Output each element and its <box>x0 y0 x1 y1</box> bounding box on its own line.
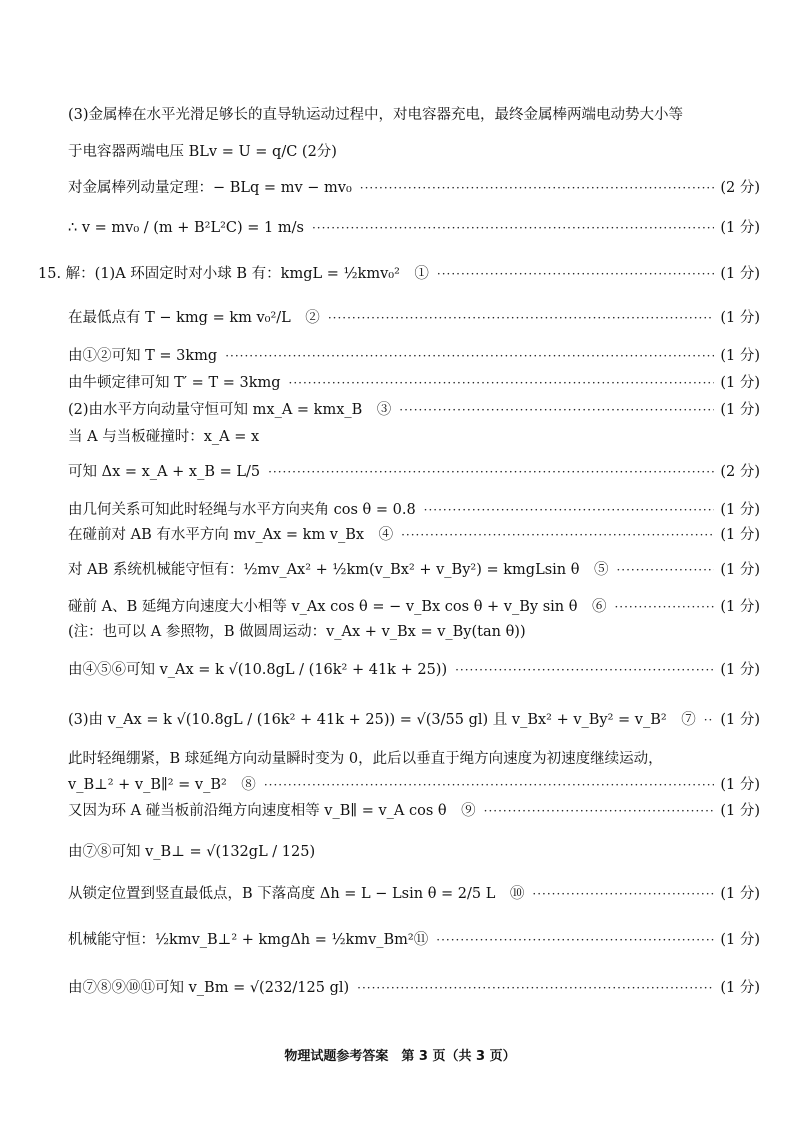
score-22: (1 分) <box>720 886 760 902</box>
leader-dots <box>357 978 714 998</box>
leader-dots <box>225 346 714 366</box>
answer-line-12 <box>68 525 760 545</box>
leader-dots <box>532 884 714 904</box>
score-3: (1 分) <box>720 220 760 236</box>
score-17: (1 分) <box>720 712 760 728</box>
answer-text-18: 此时轻绳绷紧，B 球延绳方向动量瞬时变为 0，此后以垂直于绳方向速度为初速度继续运动， <box>68 751 663 767</box>
answer-line-3 <box>68 218 760 238</box>
answer-line-5 <box>68 308 760 328</box>
leader-dots <box>614 597 714 617</box>
score-20: (1 分) <box>720 803 760 819</box>
answer-text-24: 由⑦⑧⑨⑩⑪可知 v_Bm = √(232/125 gl) <box>68 980 350 996</box>
answer-text-14: 碰前 A、B 延绳方向速度大小相等 v_Ax cos θ = − v_Bx cos θ + v_By sin θ ⑥ <box>68 599 607 615</box>
answer-text-9: 当 A 与当板碰撞时：x_A = x <box>68 429 260 445</box>
answer-text-11: 由几何关系可知此时轻绳与水平方向夹角 cos θ = 0.8 <box>68 502 416 518</box>
answer-line-7 <box>68 373 760 393</box>
score-24: (1 分) <box>720 980 760 996</box>
leader-dots <box>704 710 715 730</box>
answer-line-11 <box>68 500 760 520</box>
answer-line-14 <box>68 597 760 617</box>
leader-dots <box>312 218 714 238</box>
score-8: (1 分) <box>720 402 760 418</box>
score-7: (1 分) <box>720 375 760 391</box>
answer-line-19 <box>68 775 760 795</box>
answer-text-3: ∴ v = mv₀ / (m + B²L²C) = 1 m/s <box>68 220 304 236</box>
answer-line-10 <box>68 462 760 482</box>
leader-dots <box>436 930 714 950</box>
leader-dots <box>360 178 715 198</box>
answer-text-16: 由④⑤⑥可知 v_Ax = k √(10.8gL / (16k² + 41k + 25)) <box>68 662 448 678</box>
answer-line-22 <box>68 884 760 904</box>
answer-line-23 <box>68 930 760 950</box>
score-13: (1 分) <box>720 562 760 578</box>
score-23: (1 分) <box>720 932 760 948</box>
score-10: (2 分) <box>720 464 760 480</box>
answer-line-0 <box>68 105 764 125</box>
answer-text-19: v_B⊥² + v_B∥² = v_B² ⑧ <box>68 777 256 793</box>
answer-text-20: 又因为环 A 碰当板前沿绳方向速度相等 v_B∥ = v_A cos θ ⑨ <box>68 803 476 819</box>
answer-line-20 <box>68 801 760 821</box>
answer-text-2: 对金属棒列动量定理：− BLq = mv − mv₀ <box>68 180 352 196</box>
score-16: (1 分) <box>720 662 760 678</box>
answer-line-24 <box>68 978 760 998</box>
answer-text-15: (注：也可以 A 参照物，B 做圆周运动：v_Ax + v_Bx = v_By(tan θ)) <box>68 624 526 640</box>
leader-dots <box>455 660 714 680</box>
leader-dots <box>328 308 715 328</box>
score-5: (1 分) <box>720 310 760 326</box>
answer-line-21 <box>68 842 760 862</box>
leader-dots <box>399 400 714 420</box>
leader-dots <box>484 801 715 821</box>
score-12: (1 分) <box>720 527 760 543</box>
answer-text-13: 对 AB 系统机械能守恒有：½mv_Ax² + ½km(v_Bx² + v_By²) = kmgLsin θ ⑤ <box>68 562 609 578</box>
answer-text-17: (3)由 v_Ax = k √(10.8gL / (16k² + 41k + 25)) = √(3/55 gl) 且 v_Bx² + v_By² = v_B² ⑦ <box>68 712 696 728</box>
page-footer: 物理试题参考答案 第 3 页（共 3 页） <box>284 1049 516 1064</box>
score-14: (1 分) <box>720 599 760 615</box>
leader-dots <box>264 775 715 795</box>
answer-line-2 <box>68 178 760 198</box>
answer-line-17 <box>68 710 760 730</box>
leader-dots <box>616 560 714 580</box>
score-11: (1 分) <box>720 502 760 518</box>
score-4: (1 分) <box>720 266 760 282</box>
answer-text-0: (3)金属棒在水平光滑足够长的直导轨运动过程中，对电容器充电，最终金属棒两端电动势大小等 <box>68 107 684 123</box>
answer-text-21: 由⑦⑧可知 v_B⊥ = √(132gL / 125) <box>68 844 316 860</box>
answer-line-4 <box>38 264 760 284</box>
answer-text-23: 机械能守恒：½kmv_B⊥² + kmgΔh = ½kmv_Bm²⑪ <box>68 932 429 948</box>
answer-text-5: 在最低点有 T − kmg = km v₀²/L ② <box>68 310 320 326</box>
answer-line-18 <box>68 749 764 769</box>
leader-dots <box>401 525 714 545</box>
answer-text-10: 可知 Δx = x_A + x_B = L/5 <box>68 464 261 480</box>
answer-text-6: 由①②可知 T = 3kmg <box>68 348 218 364</box>
score-2: (2 分) <box>720 180 760 196</box>
answer-line-13 <box>68 560 760 580</box>
leader-dots <box>437 264 714 284</box>
answer-text-7: 由牛顿定律可知 T′ = T = 3kmg <box>68 375 281 391</box>
answer-line-16 <box>68 660 760 680</box>
score-19: (1 分) <box>720 777 760 793</box>
answer-text-8: (2)由水平方向动量守恒可知 mx_A = kmx_B ③ <box>68 402 392 418</box>
answer-line-1 <box>68 142 760 162</box>
answer-line-9 <box>68 427 760 447</box>
answer-text-12: 在碰前对 AB 有水平方向 mv_Ax = km v_Bx ④ <box>68 527 394 543</box>
leader-dots <box>289 373 715 393</box>
score-6: (1 分) <box>720 348 760 364</box>
answer-line-8 <box>68 400 760 420</box>
answer-text-4: 15. 解：(1)A 环固定时对小球 B 有：kmgL = ½kmv₀² ① <box>38 266 429 282</box>
leader-dots <box>424 500 715 520</box>
answer-line-6 <box>68 346 760 366</box>
answer-text-1: 于电容器两端电压 BLv = U = q/C (2分) <box>68 144 337 160</box>
answer-line-15 <box>68 622 760 642</box>
answer-text-22: 从锁定位置到竖直最低点，B 下落高度 Δh = L − Lsin θ = 2/5 L ⑩ <box>68 886 525 902</box>
leader-dots <box>268 462 714 482</box>
